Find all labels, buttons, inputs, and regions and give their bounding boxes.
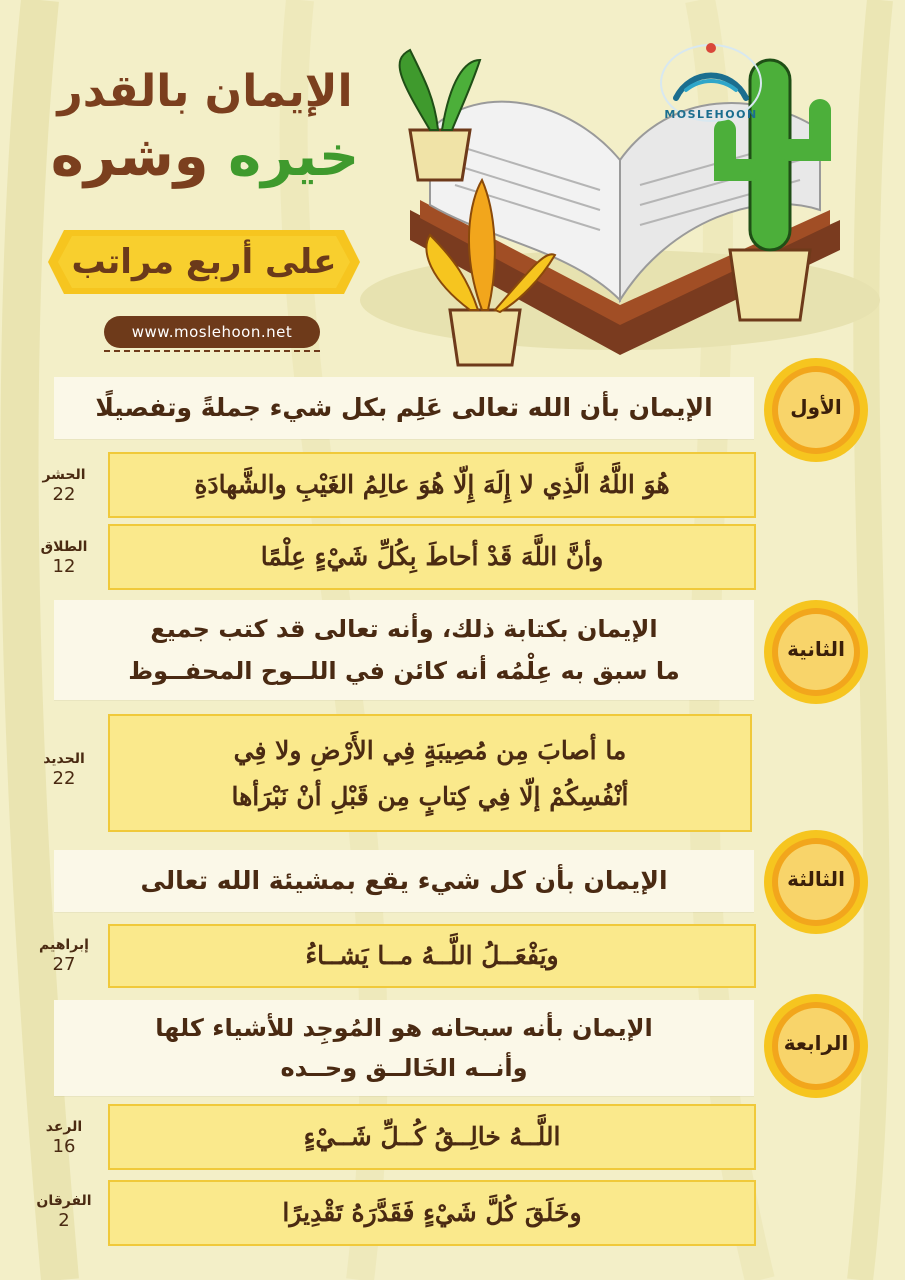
verse-hadid-line-2: أنْفُسِكُمْ إلّا فِي كِتابٍ مِن قَبْلِ أنْ نَبْرَأها xyxy=(231,782,629,811)
rank-3-statement xyxy=(54,850,754,912)
rank-1-statement xyxy=(54,377,754,439)
ref-hadid-surah: الحديد xyxy=(43,751,85,767)
title-word-washarruh: وشره xyxy=(50,124,229,189)
ref-hadid-ayah: 22 xyxy=(52,768,76,789)
ref-ibrahim-ayah: 27 xyxy=(52,954,76,975)
verse-furqan-line-1: وخَلَقَ كُلَّ شَيْءٍ فَقَدَّرَهُ تَقْدِيرًا xyxy=(282,1198,582,1227)
rank-4-statement-line-2: وأنــه الخَالــق وحــده xyxy=(280,1054,528,1082)
ref-ibrahim xyxy=(24,936,104,976)
rank-1-statement-line-1: الإيمان بأن الله تعالى عَلِم بكل شيء جملةً وتفصيلًا xyxy=(95,393,713,422)
rank-1-label: الأول xyxy=(790,395,842,419)
ref-talaq-ayah: 12 xyxy=(52,556,76,577)
page-title xyxy=(40,62,370,192)
ref-rad-surah: الرعد xyxy=(45,1119,83,1135)
ref-hadid xyxy=(24,750,104,790)
rank-4-statement-line-1: الإيمان بأنه سبحانه هو المُوجِد للأشياء كلها xyxy=(155,1014,653,1042)
rank-2-statement-line-2: ما سبق به عِلْمُه أنه كائن في اللــوح المحفــوظ xyxy=(128,657,680,685)
title-word-khairuh: خيره xyxy=(228,124,360,189)
title-line-2 xyxy=(40,122,370,192)
rank-2-statement-line-1: الإيمان بكتابة ذلك، وأنه تعالى قد كتب جميع xyxy=(150,615,658,643)
ref-talaq-surah: الطلاق xyxy=(40,539,88,555)
verse-ibrahim xyxy=(108,924,756,988)
verse-hashr xyxy=(108,452,756,518)
ref-hashr-ayah: 22 xyxy=(52,484,76,505)
ref-furqan xyxy=(24,1192,104,1232)
verse-hashr-line-1: هُوَ اللَّهُ الَّذِي لا إِلَهَ إِلّا هُوَ عالِمُ الغَيْبِ والشَّهادَةِ xyxy=(194,470,670,499)
ref-hashr xyxy=(24,466,104,506)
rank-2-statement xyxy=(54,600,754,700)
ref-hashr-surah: الحشر xyxy=(42,467,86,483)
ref-ibrahim-surah: إبراهيم xyxy=(39,937,89,953)
verse-furqan xyxy=(108,1180,756,1246)
ranks-banner-text: على أربع مراتب xyxy=(71,242,337,282)
rank-4-label: الرابعة xyxy=(783,1031,849,1055)
verse-rad-line-1: اللَّــهُ خالِــقُ كُــلِّ شَــيْءٍ xyxy=(303,1122,561,1151)
rank-3-statement-line-1: الإيمان بأن كل شيء يقع بمشيئة الله تعالى xyxy=(140,866,668,895)
rank-3-label: الثالثة xyxy=(787,867,845,891)
ref-furqan-surah: الفرقان xyxy=(36,1193,92,1209)
verse-hadid xyxy=(108,714,752,832)
website-link[interactable]: www.moslehoon.net xyxy=(104,316,320,348)
verse-rad xyxy=(108,1104,756,1170)
dashed-divider xyxy=(104,350,320,352)
title-line-1: الإيمان بالقدر xyxy=(57,66,353,117)
ref-rad-ayah: 16 xyxy=(52,1136,76,1157)
ref-talaq xyxy=(24,538,104,578)
ref-rad xyxy=(24,1118,104,1158)
ref-furqan-ayah: 2 xyxy=(58,1210,70,1231)
verse-hadid-line-1: ما أصابَ مِن مُصِيبَةٍ فِي الأَرْضِ ولا فِي xyxy=(233,736,627,765)
logo-caption: MOSLEHOON xyxy=(664,108,758,121)
rank-4-statement xyxy=(54,1000,754,1096)
book-plants-illustration xyxy=(370,20,890,370)
verse-talaq xyxy=(108,524,756,590)
verse-talaq-line-1: وأنَّ اللَّهَ قَدْ أحاطَ بِكُلِّ شَيْءٍ عِلْمًا xyxy=(260,542,604,571)
verse-ibrahim-line-1: ويَفْعَــلُ اللَّــهُ مــا يَشــاءُ xyxy=(305,941,559,970)
rank-2-label: الثانية xyxy=(787,637,845,661)
